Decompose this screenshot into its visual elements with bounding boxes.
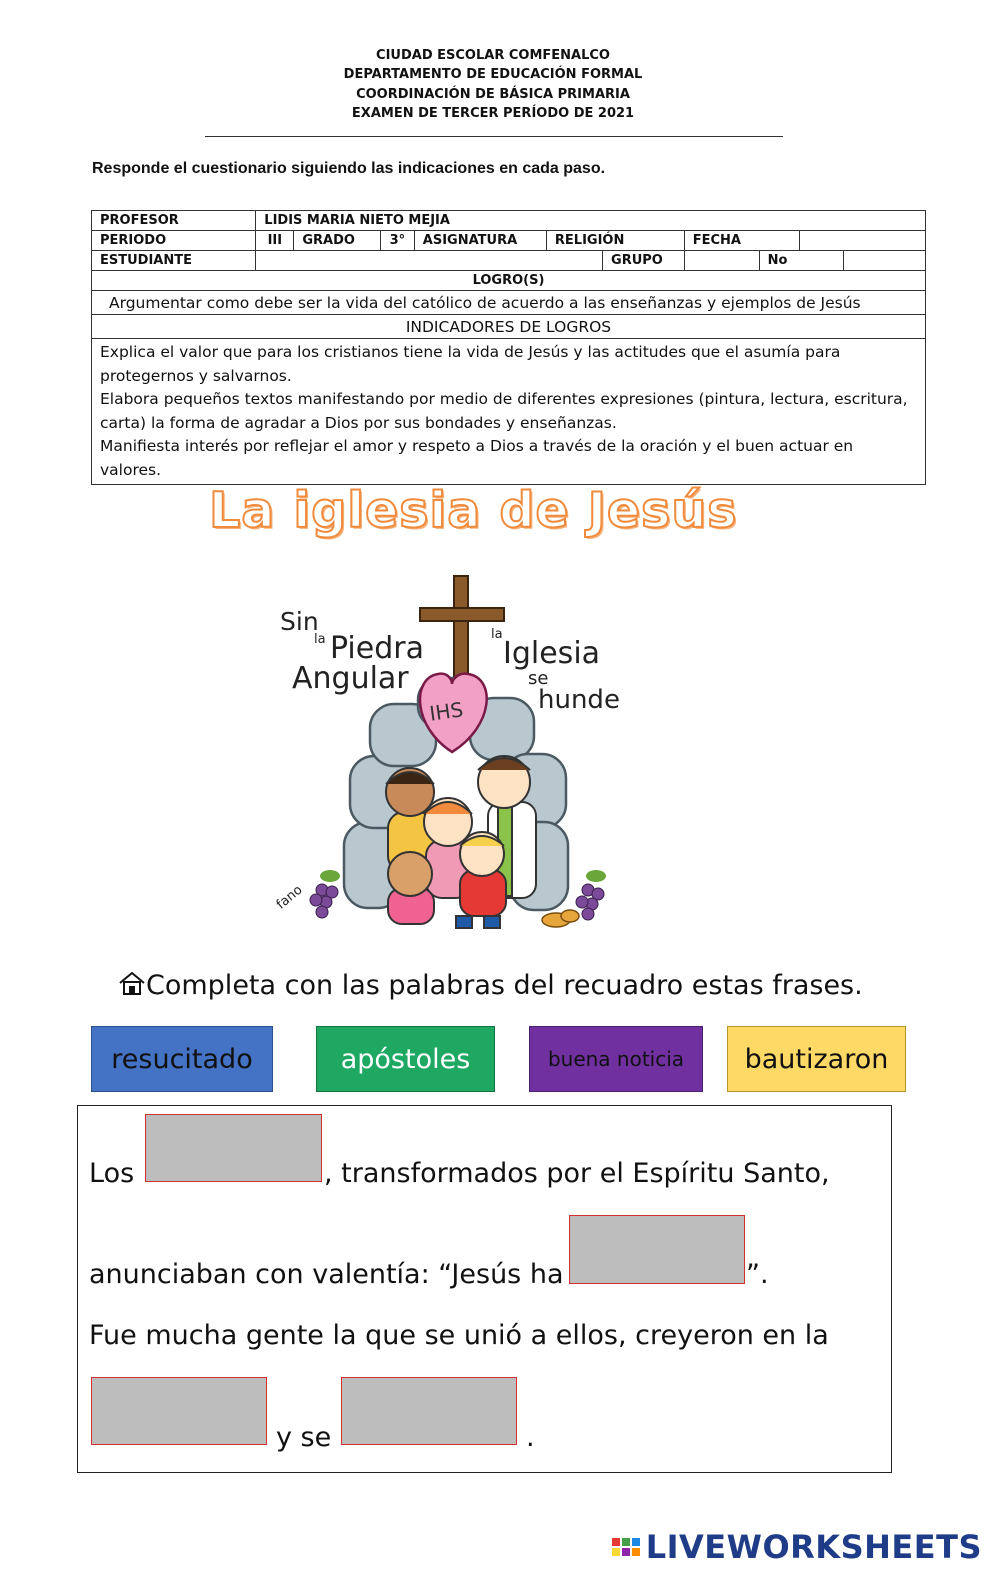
logro-label: LOGRO(S) [92,271,926,291]
text-close-quote: ”. [746,1259,769,1290]
liveworksheets-icon [612,1538,640,1556]
people-group [386,756,536,928]
asignatura-label: ASIGNATURA [414,231,546,251]
ihs-text: IHS [427,697,465,726]
artist-signature: fano [273,882,306,913]
blank-4-input[interactable] [341,1377,517,1445]
exercise-instruction [118,970,863,1003]
caption-angular: Angular [292,661,409,696]
profesor-value: LIDIS MARIA NIETO MEJIA [256,211,926,231]
text-after-blank-1: , transformados por el Espíritu Santo, [324,1158,830,1189]
word-buena-noticia[interactable]: buena noticia [529,1026,703,1092]
no-field[interactable] [843,251,925,271]
asignatura-value: RELIGIÓN [546,231,684,251]
coordination-name: COORDINACIÓN DE BÁSICA PRIMARIA [356,87,630,102]
liveworksheets-text: LIVEWORKSHEETS [645,1528,982,1566]
periodo-label: PERIODO [92,231,256,251]
logro-text: Argumentar como debe ser la vida del católico de acuerdo a las enseñanzas y ejemplos de Jesús [92,291,926,315]
department-name: DEPARTAMENTO DE EDUCACIÓN FORMAL [343,67,643,82]
caption-la-2: la [491,627,503,642]
indicador-2: Elabora pequeños textos manifestando por medio de diferentes expresiones (pintura, lectura, escritura, carta) la forma de agradar a Dios por sus bondades y enseñanzas. [100,390,908,432]
blank-3-input[interactable] [91,1377,267,1445]
no-label: No [759,251,843,271]
caption-sin: Sin [280,607,319,636]
text-fue-mucha-gente: Fue mucha gente la que se unió a ellos, creyeron en la [89,1320,829,1351]
estudiante-field[interactable] [256,251,603,271]
instruction-text: Responde el cuestionario siguiendo las indicaciones en cada paso. [92,160,606,177]
info-table [91,210,926,485]
profesor-label: PROFESOR [92,211,256,231]
text-los: Los [89,1158,135,1189]
exam-title: EXAMEN DE TERCER PERÍODO DE 2021 [351,106,635,121]
caption-hunde: hunde [538,685,620,715]
fecha-label: FECHA [684,231,800,251]
header-divider [205,136,783,137]
grupo-field[interactable] [684,251,759,271]
caption-iglesia: Iglesia [503,636,601,671]
indicadores-label: INDICADORES DE LOGROS [92,315,926,339]
text-anunciaban: anunciaban con valentía: “Jesús ha [89,1259,564,1290]
word-resucitado[interactable]: resucitado [91,1026,273,1092]
estudiante-label: ESTUDIANTE [92,251,256,271]
blank-1-input[interactable] [145,1114,322,1182]
grupo-label: GRUPO [603,251,685,271]
blank-2-input[interactable] [569,1215,745,1284]
worksheet-title: La iglesia de Jesús [209,482,738,539]
church-illustration [270,570,630,942]
word-bautizaron[interactable]: bautizaron [727,1026,906,1092]
text-y-se: y se [276,1422,332,1453]
school-name: CIUDAD ESCOLAR COMFENALCO [376,48,610,63]
indicador-3: Manifiesta interés por reflejar el amor y respeto a Dios a través de la oración y el buen actuar en valores. [100,437,854,479]
caption-se: se [528,668,549,689]
grado-value: 3° [380,231,414,251]
periodo-value: III [256,231,294,251]
indicador-1: Explica el valor que para los cristianos tiene la vida de Jesús y las actitudes que el asumía para protegernos y salvarnos. [100,343,841,385]
indicadores-list [92,339,926,485]
caption-piedra: Piedra [330,631,424,666]
word-apostoles[interactable]: apóstoles [316,1026,495,1092]
fecha-field[interactable] [800,231,926,251]
liveworksheets-logo [612,1528,982,1566]
grado-label: GRADO [294,231,381,251]
exercise-instruction-text: Completa con las palabras del recuadro estas frases. [146,970,863,1001]
house-icon [118,970,146,1003]
text-period: . [526,1422,535,1453]
caption-la-1: la [314,632,326,647]
